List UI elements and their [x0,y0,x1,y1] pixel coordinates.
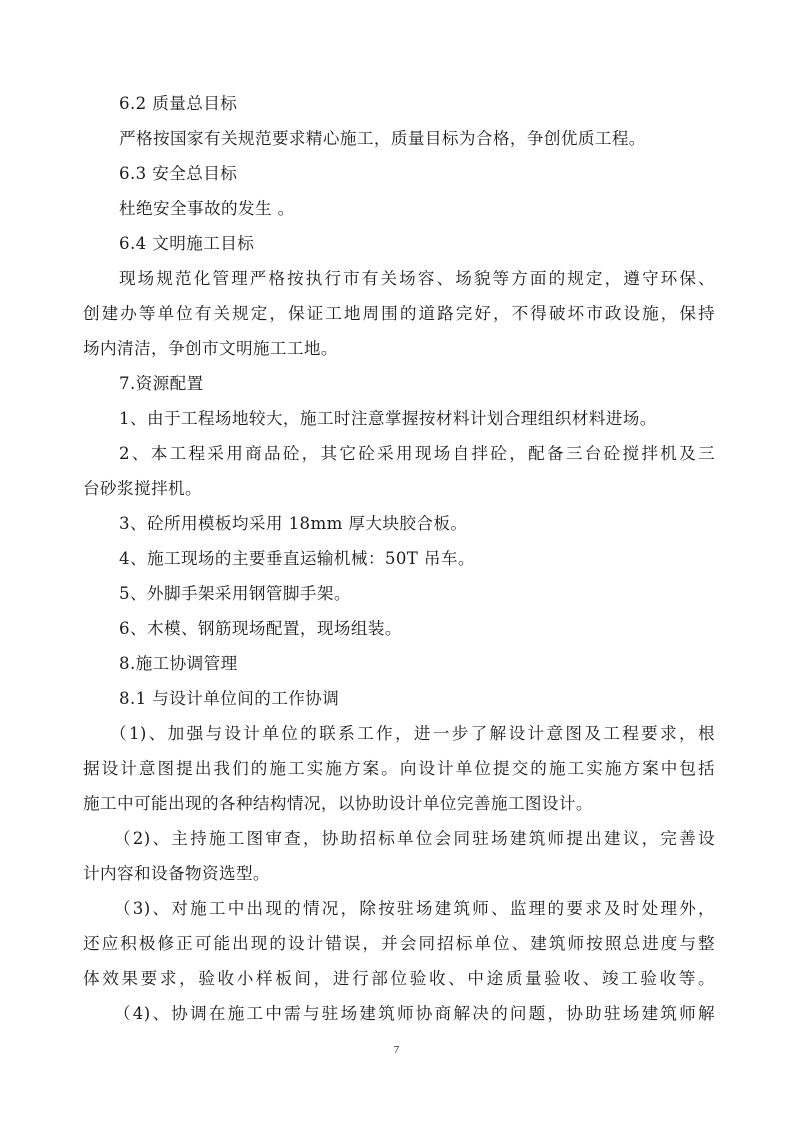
heading-safety-goal: 6.3 安全总目标 [119,164,238,183]
paragraph-line: （1)、加强与设计单位的联系工作，进一步了解设计意图及工程要求，根 [110,724,715,743]
paragraph-line: 体效果要求，验收小样板间，进行部位验收、中途质量验收、竣工验收等。 [83,969,715,988]
list-item-continuation: 台砂浆搅拌机。 [83,479,202,498]
list-item: 5、外脚手架采用钢管脚手架。 [119,584,351,603]
paragraph-line: 施工中可能出现的各种结构情况，以协助设计单位完善施工图设计。 [83,794,593,813]
list-item: 2、本工程采用商品砼，其它砼采用现场自拌砼，配备三台砼搅拌机及三 [119,444,715,463]
list-item: 4、施工现场的主要垂直运输机械：50T 吊车。 [119,549,475,568]
paragraph-line: （4)、协调在施工中需与驻场建筑师协商解决的问题，协助驻场建筑师解 [114,1004,715,1023]
paragraph-line: 据设计意图提出我们的施工实施方案。向设计单位提交的施工实施方案中包括 [83,759,715,778]
heading-quality-goal: 6.2 质量总目标 [119,94,238,113]
page-number: 7 [393,1044,400,1056]
heading-design-unit-coordination: 8.1 与设计单位间的工作协调 [119,689,340,708]
heading-resource-allocation: 7.资源配置 [119,374,204,393]
paragraph-line: 计内容和设备物资选型。 [83,864,270,883]
paragraph-safety-goal: 杜绝安全事故的发生 。 [119,199,295,218]
list-item: 3、砼所用模板均采用 18mm 厚大块胶合板。 [119,514,468,533]
paragraph-quality-goal: 严格按国家有关规范要求精心施工，质量目标为合格，争创优质工程。 [119,129,646,148]
paragraph-line: （3)、对施工中出现的情况，除按驻场建筑师、监理的要求及时处理外， [114,899,715,918]
heading-construction-coordination: 8.施工协调管理 [119,654,238,673]
list-item: 1、由于工程场地较大，施工时注意掌握按材料计划合理组织材料进场。 [119,409,657,428]
paragraph-line: 创建办等单位有关规定，保证工地周围的道路完好，不得破坏市政设施，保持 [83,304,715,323]
paragraph-line: 还应积极修正可能出现的设计错误，并会同招标单位、建筑师按照总进度与整 [83,934,715,953]
list-item: 6、木模、钢筋现场配置，现场组装。 [119,619,402,638]
heading-civilized-construction-goal: 6.4 文明施工目标 [119,234,255,253]
paragraph-line: 场内清洁，争创市文明施工工地。 [83,339,338,358]
paragraph-line: 现场规范化管理严格按执行市有关场容、场貌等方面的规定，遵守环保、 [119,269,715,288]
paragraph-line: （2)、主持施工图审查，协助招标单位会同驻场建筑师提出建议，完善设 [114,829,715,848]
